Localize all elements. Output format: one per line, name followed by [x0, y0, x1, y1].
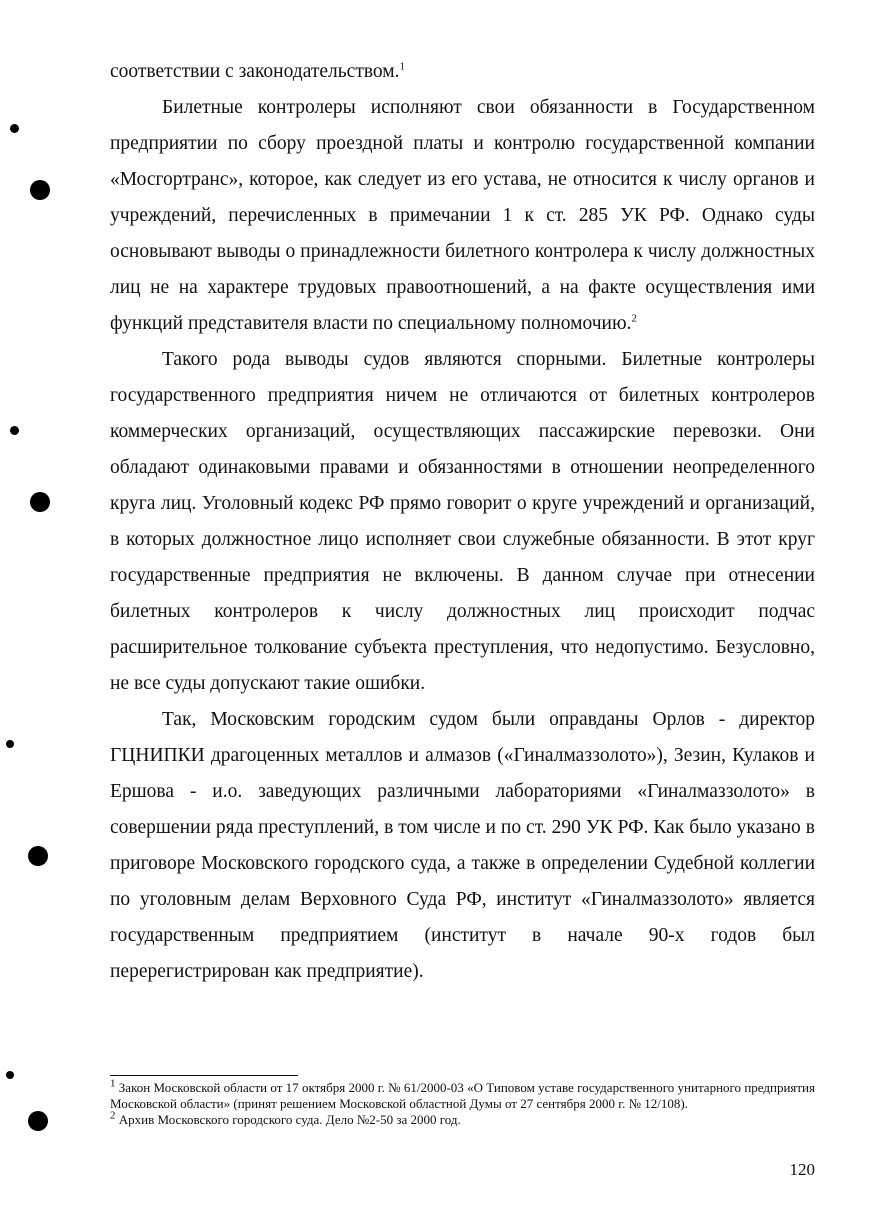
- footnotes: [110, 1077, 815, 1128]
- punch-hole: [28, 846, 48, 866]
- paragraph: [110, 90, 815, 342]
- punch-hole-mark: [6, 1071, 14, 1079]
- punch-hole-mark: [6, 740, 14, 748]
- body-text: [110, 54, 815, 990]
- paragraph: [110, 702, 815, 990]
- punch-hole: [30, 492, 50, 512]
- top-line: [110, 54, 815, 90]
- paragraph-text: Такого рода выводы судов являются спорными. Билетные контролеры государственного предприятия ничем не отличаются от билетных контролеров коммерческих организаций, осуществляющих пассажирские перевозки. Они обладают одинаковыми правами и обязанностями в отношении неопределенного круга лиц. Уголовный кодекс РФ прямо говорит о круге учреждений и организаций, в которых должностное лицо исполняет свои служебные обязанности. В этот круг государственные предприятия не включены. В данном случае при отнесении билетных контролеров к числу должностных лиц происходит подчас расширительное толкование субъекта преступления, что недопустимо. Безусловно, не все суды допускают такие ошибки.: [110, 349, 815, 694]
- footnote-separator: [110, 1075, 298, 1076]
- footnote-number: 2: [110, 1109, 116, 1122]
- punch-hole-mark: [10, 426, 19, 435]
- paragraph-text: Билетные контролеры исполняют свои обязанности в Государственном предприятии по сбору проездной платы и контролю государственной компании «Мосгортранс», которое, как следует из его устава, не относится к числу органов и учреждений, перечисленных в примечании 1 к ст. 285 УК РФ. Однако суды основывают выводы о принадлежности билетного контролера к числу должностных лиц не на характере трудовых правоотношений, а на факте осуществления ими функций представителя власти по специальному полномочию.: [110, 97, 815, 334]
- footnote-text: Архив Московского городского суда. Дело №2-50 за 2000 год.: [118, 1112, 461, 1127]
- punch-hole: [30, 180, 50, 200]
- footnote-item: [110, 1109, 815, 1128]
- footnote-ref: 2: [631, 312, 637, 325]
- top-line-text: соответствии с законодательством.: [110, 61, 400, 82]
- punch-hole: [28, 1111, 48, 1131]
- footnote-item: [110, 1077, 815, 1112]
- paragraph-text: Так, Московским городским судом были оправданы Орлов - директор ГЦНИПКИ драгоценных металлов и алмазов («Гиналмаззолото»), Зезин, Кулаков и Ершова - и.о. заведующих различными лабораториями «Гиналмаззолото» в совершении ряда преступлений, в том числе и по ст. 290 УК РФ. Как было указано в приговоре Московского городского суда, а также в определении Судебной коллегии по уголовным делам Верховного Суда РФ, институт «Гиналмаззолото» является государственным предприятием (институт в начале 90-х годов был перерегистрирован как предприятие).: [110, 709, 815, 982]
- punch-hole-mark: [10, 124, 19, 133]
- page-number: 120: [789, 1160, 815, 1179]
- footnote-number: 1: [110, 1077, 116, 1090]
- paragraph: [110, 342, 815, 702]
- footnote-ref: 1: [399, 60, 406, 73]
- footnote-text: Закон Московской области от 17 октября 2000 г. № 61/2000-03 «О Типовом уставе государственного унитарного предприятия Московской области» (принят решением Московской областной Думы от 27 сентября 2000 г. № 12/108).: [110, 1080, 815, 1111]
